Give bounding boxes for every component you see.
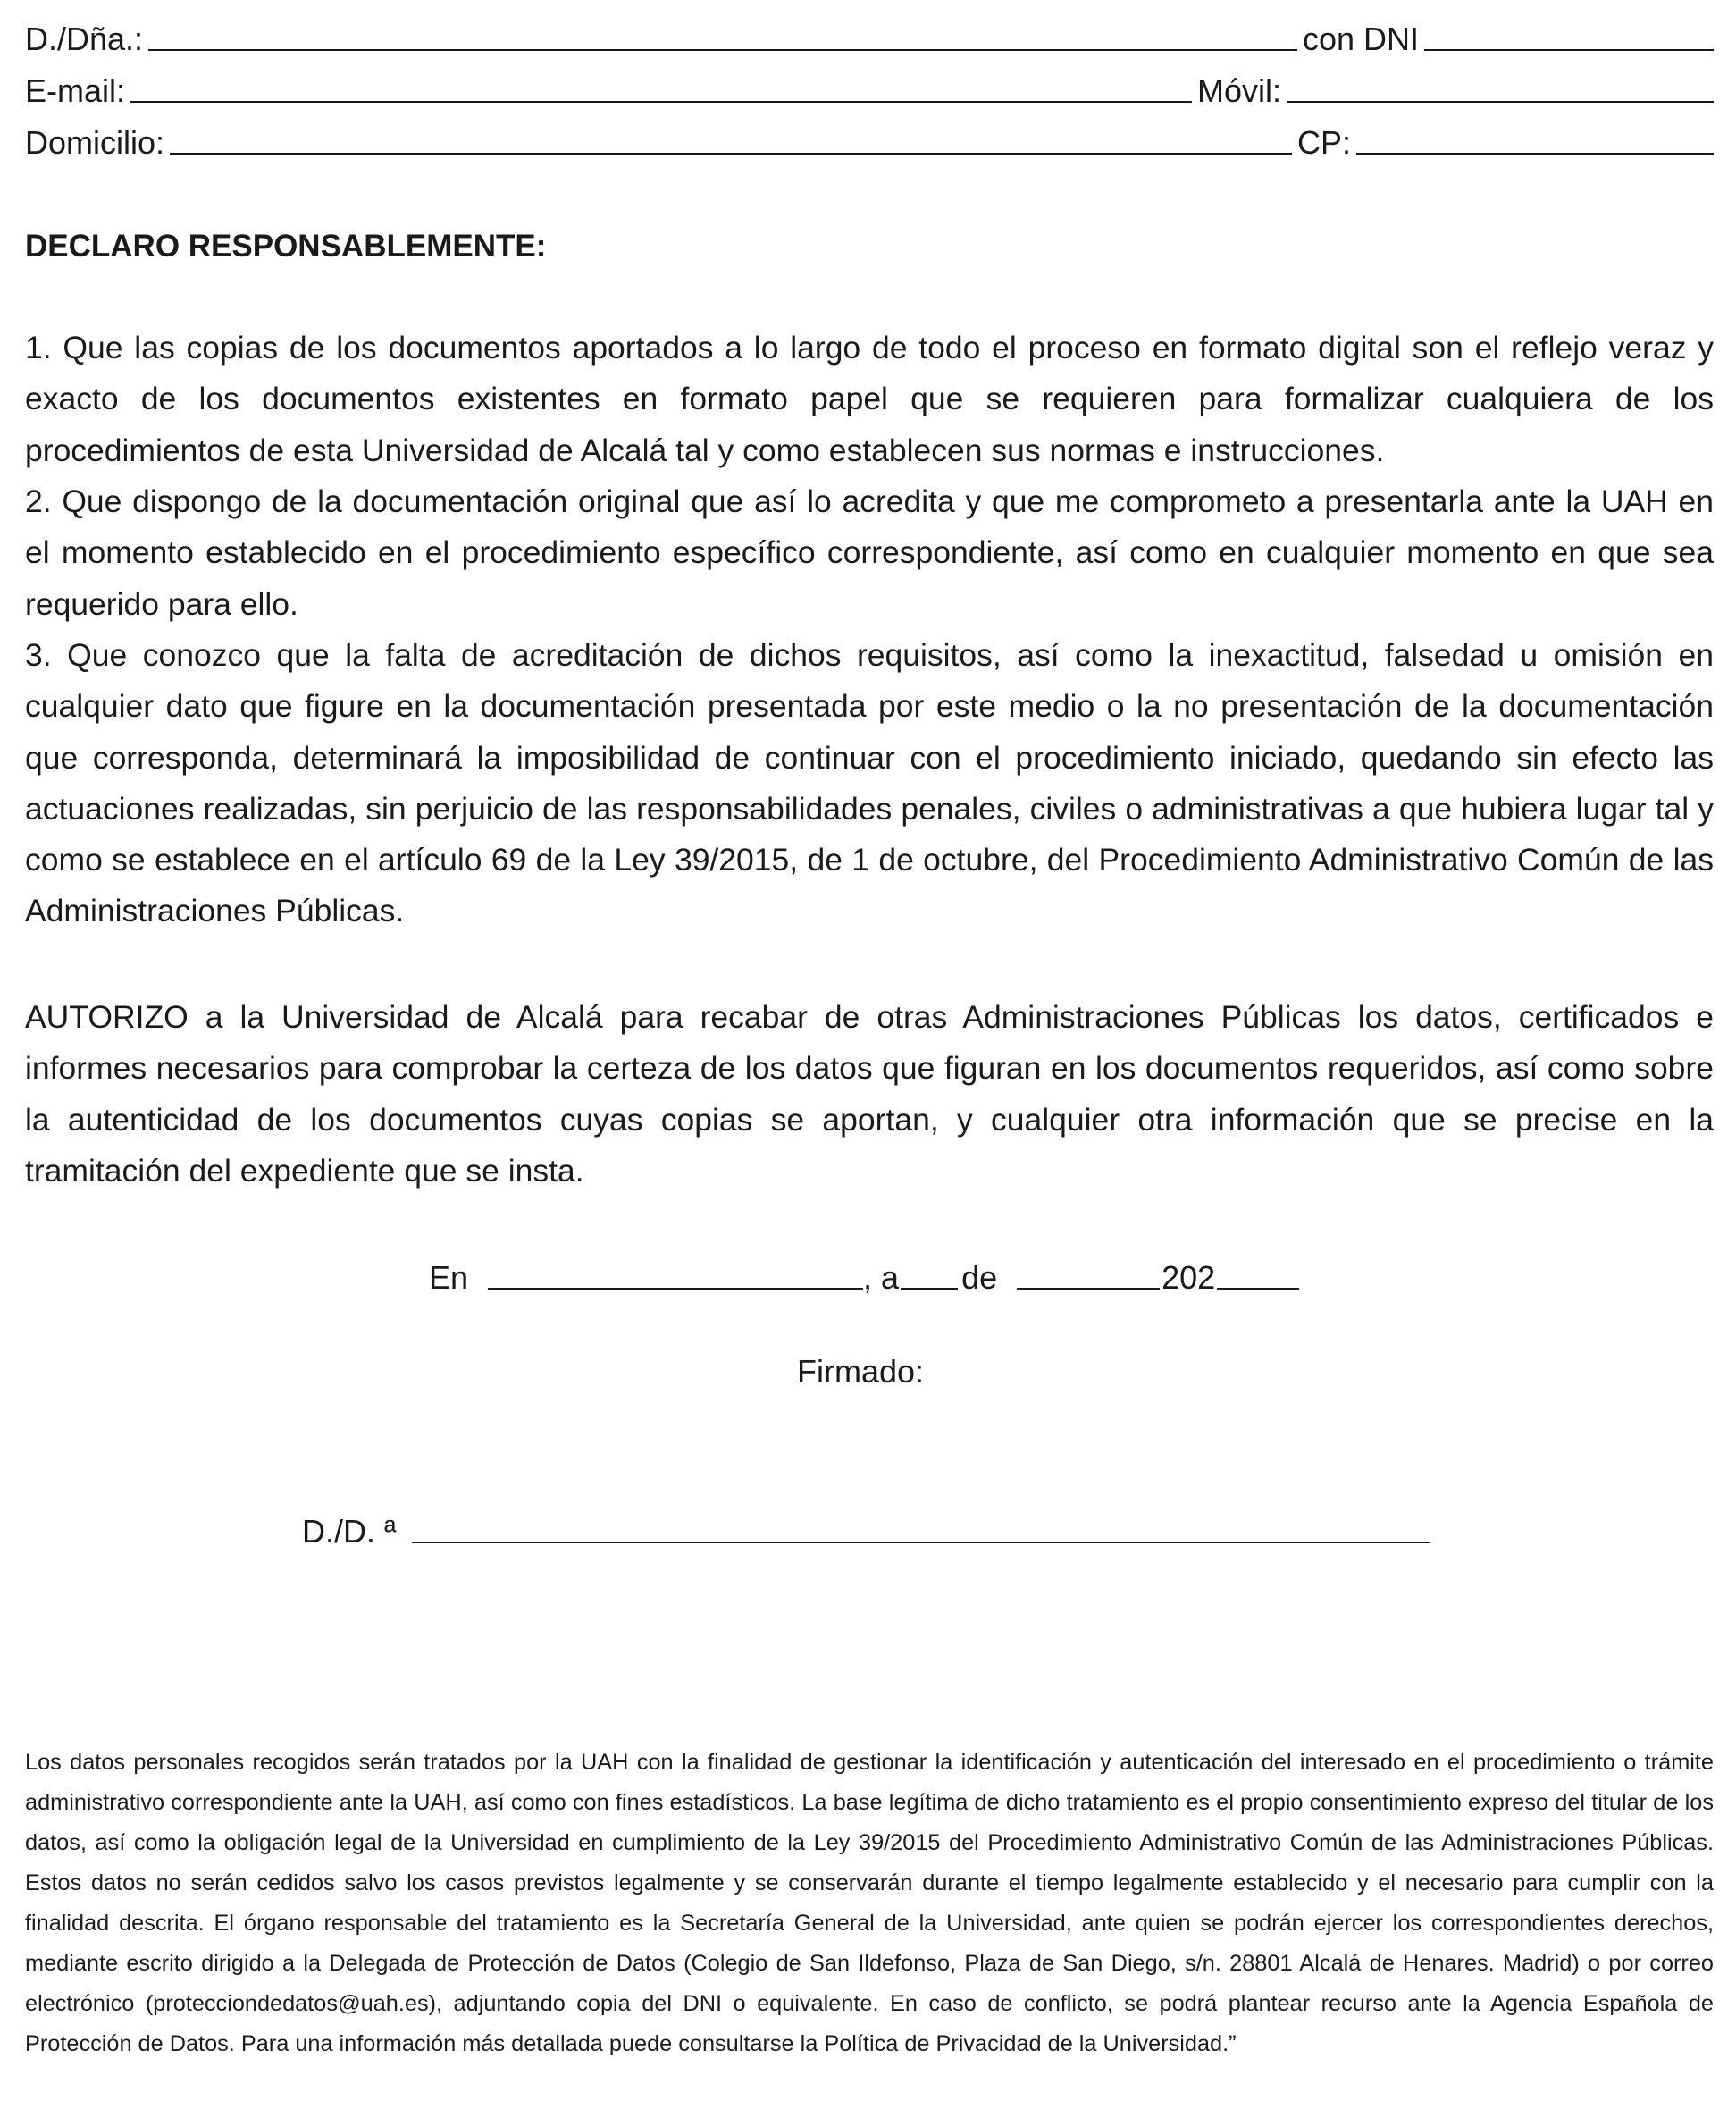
declaration-item-1: 1. Que las copias de los documentos aportados a lo largo de todo el proceso en formato digital son el reflejo veraz y exacto de los documentos existentes en formato papel que se requieren para formalizar cualquiera de los procedimientos de esta Universidad de Alcalá tal y como establecen sus normas e instrucciones. xyxy=(25,330,1714,468)
year-prefix: 202 xyxy=(1162,1259,1216,1296)
dni-label: con DNI xyxy=(1302,21,1419,57)
month-field[interactable] xyxy=(1017,1288,1160,1290)
signer-name-field[interactable] xyxy=(412,1542,1430,1543)
email-label: E-mail: xyxy=(25,72,126,109)
address-label: Domicilio: xyxy=(25,124,165,161)
declaration-heading: DECLARO RESPONSABLEMENTE: xyxy=(25,229,547,264)
year-field[interactable] xyxy=(1217,1288,1299,1290)
name-dni-row xyxy=(25,13,1714,59)
mobile-field[interactable] xyxy=(1287,101,1714,103)
email-field[interactable] xyxy=(130,101,1192,103)
address-field[interactable] xyxy=(170,153,1292,155)
signature-row xyxy=(302,1505,1430,1551)
day-field[interactable] xyxy=(901,1288,958,1290)
privacy-notice: Los datos personales recogidos serán tratados por la UAH con la finalidad de gestionar la identificación y autenticación del interesado en el procedimiento o trámite administrativo correspondiente ante la UAH, así como con fines estadísticos. La base legítima de dicho tratamiento es el propio consentimiento expreso del titular de los datos, así como la obligación legal de la Universidad en cumplimiento de la Ley 39/2015 del Procedimiento Administrativo Común de las Administraciones Públicas. Estos datos no serán cedidos salvo los casos previstos legalmente y se conservarán durante el tiempo legalmente establecido y el necesario para cumplir con la finalidad descrita. El órgano responsable del tratamiento es la Secretaría General de la Universidad, ante quien se podrán ejercer los correspondientes derechos, mediante escrito dirigido a la Delegada de Protección de Datos (Colegio de San Ildefonso, Plaza de San Diego, s/n. 28801 Alcalá de Henares. Madrid) o por correo electrónico (protecciondedatos@uah.es), adjuntando copia del DNI o equivalente. En caso de conflicto, se podrá plantear recurso ante la Agencia Española de Protección de Datos. Para una información más detallada puede consultarse la Política de Privacidad de la Universidad.” xyxy=(25,1750,1714,2056)
cp-field[interactable] xyxy=(1356,153,1714,155)
dni-field[interactable] xyxy=(1424,49,1714,51)
declaration-item-3: 3. Que conozco que la falta de acreditación de dichos requisitos, así como la inexactitud, falsedad u omisión en cualquier dato que figure en la documentación presentada por este medio o la no presentación de la documentación que corresponda, determinará la imposibilidad de continuar con el procedimiento iniciado, quedando sin efecto las actuaciones realizadas, sin perjuicio de las responsabilidades penales, civiles o administrativas a que hubiera lugar tal y como se establece en el artículo 69 de la Ley 39/2015, de 1 de octubre, del Procedimiento Administrativo Común de las Administraciones Públicas. xyxy=(25,637,1714,929)
signer-label: D./D. ª xyxy=(302,1513,397,1550)
name-label: D./Dña.: xyxy=(25,21,144,57)
cp-label: CP: xyxy=(1296,124,1351,161)
email-mobile-row xyxy=(25,64,1714,111)
place-date-row xyxy=(429,1251,1299,1298)
place-label: En xyxy=(429,1259,469,1296)
declaration-item-2: 2. Que dispongo de la documentación original que así lo acredita y que me comprometo a presentarla ante la UAH en el momento establecido en el procedimiento específico correspondiente, así como en cualquier momento en que sea requerido para ello. xyxy=(25,483,1714,622)
signed-label: Firmado: xyxy=(797,1353,925,1390)
month-label: de xyxy=(961,1259,998,1296)
authorization-paragraph: AUTORIZO a la Universidad de Alcalá para recabar de otras Administraciones Públicas los datos, certificados e informes necesarios para comprobar la certeza de los datos que figuran en los documentos requeridos, así como sobre la autenticidad de los documentos cuyas copias se aportan, y cualquier otra información que se precise en la tramitación del expediente que se insta. xyxy=(25,999,1714,1189)
place-field[interactable] xyxy=(488,1288,863,1290)
name-field[interactable] xyxy=(148,49,1297,51)
mobile-label: Móvil: xyxy=(1196,72,1281,109)
day-label: , a xyxy=(863,1259,900,1296)
address-cp-row xyxy=(25,116,1714,163)
